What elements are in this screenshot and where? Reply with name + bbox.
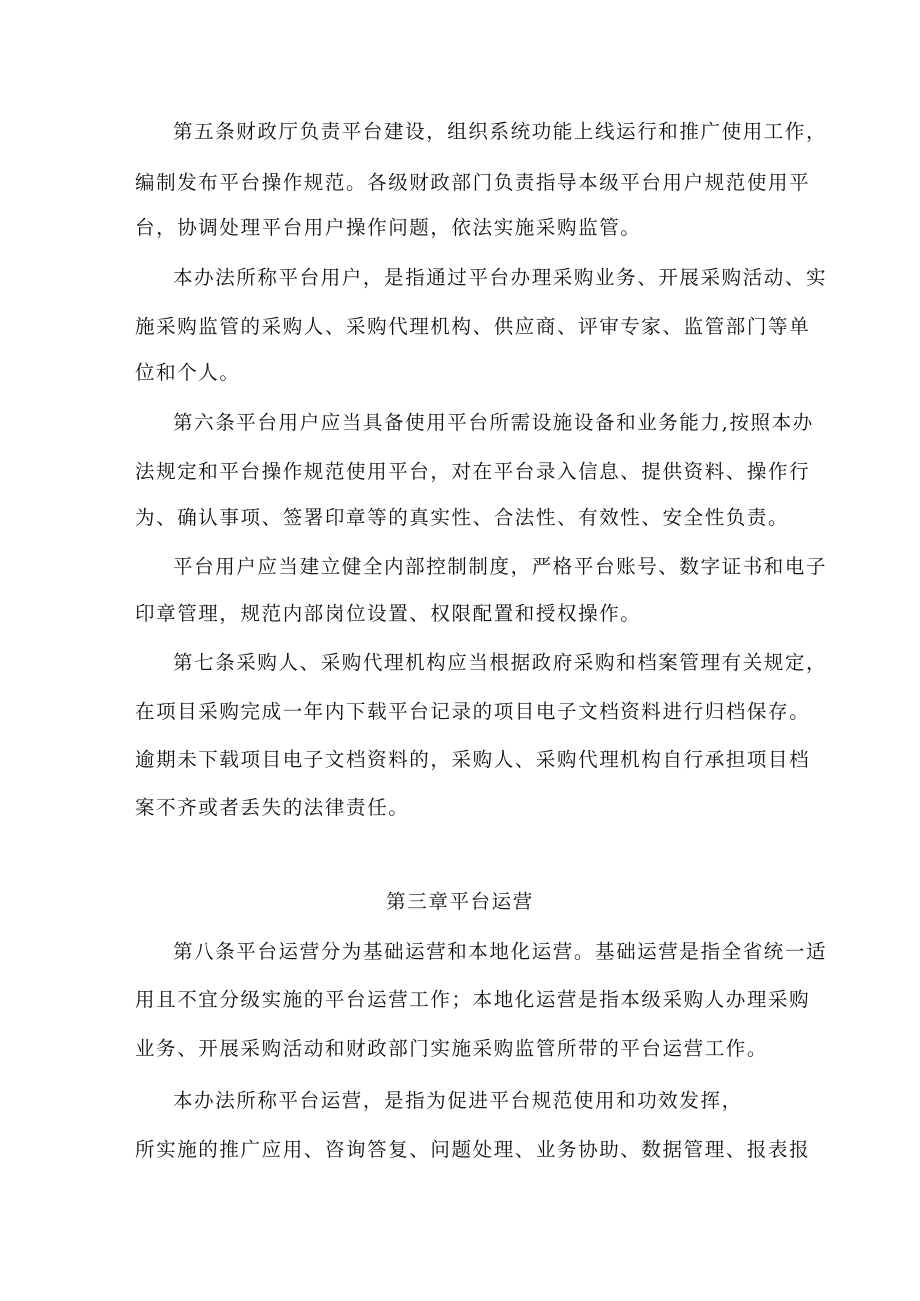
paragraph-6-line-2: 用且不宜分级实施的平台运营工作；本地化运营是指本级采购人办理采购	[135, 988, 811, 1011]
paragraph-5-line-3: 逾期未下载项目电子文档资料的，采购人、采购代理机构自行承担项目档	[135, 748, 811, 771]
paragraph-3-line-3: 为、确认事项、签署印章等的真实性、合法性、有效性、安全性负责。	[135, 506, 790, 529]
paragraph-6-line-3: 业务、开展采购活动和财政部门实施采购监管所带的平台运营工作。	[135, 1037, 769, 1060]
paragraph-6-line-1: 第八条平台运营分为基础运营和本地化运营。基础运营是指全省统一适	[173, 940, 828, 963]
paragraph-2-line-1: 本办法所称平台用户，是指通过平台办理采购业务、开展采购活动、实	[173, 266, 828, 289]
paragraph-2-line-2: 施采购监管的采购人、采购代理机构、供应商、评审专家、监管部门等单	[135, 315, 811, 338]
paragraph-4-line-2: 印章管理，规范内部岗位设置、权限配置和授权操作。	[135, 602, 642, 625]
paragraph-5-line-2: 在项目采购完成一年内下载平台记录的项目电子文档资料进行归档保存。	[135, 700, 811, 723]
paragraph-3-line-2: 法规定和平台操作规范使用平台，对在平台录入信息、提供资料、操作行	[135, 460, 811, 483]
paragraph-7-line-1: 本办法所称平台运营，是指为促进平台规范使用和功效发挥，	[173, 1089, 743, 1112]
paragraph-4-line-1: 平台用户应当建立健全内部控制制度，严格平台账号、数字证书和电子	[173, 555, 828, 578]
paragraph-5-line-1: 第七条采购人、采购代理机构应当根据政府采购和档案管理有关规定，	[173, 651, 828, 674]
paragraph-2-line-3: 位和个人。	[135, 361, 241, 384]
paragraph-5-line-4: 案不齐或者丢失的法律责任。	[135, 796, 410, 819]
paragraph-1-line-3: 台，协调处理平台用户操作问题，依法实施采购监管。	[135, 216, 642, 239]
paragraph-7-line-2: 所实施的推广应用、咨询答复、问题处理、业务协助、数据管理、报表报	[135, 1138, 811, 1161]
paragraph-3-line-1: 第六条平台用户应当具备使用平台所需设施设备和业务能力,按照本办	[173, 411, 814, 434]
chapter-heading: 第三章平台运营	[386, 890, 534, 913]
paragraph-1-line-1: 第五条财政厅负责平台建设，组织系统功能上线运行和推广使用工作，	[173, 120, 828, 143]
paragraph-1-line-2: 编制发布平台操作规范。各级财政部门负责指导本级平台用户规范使用平	[135, 171, 811, 194]
